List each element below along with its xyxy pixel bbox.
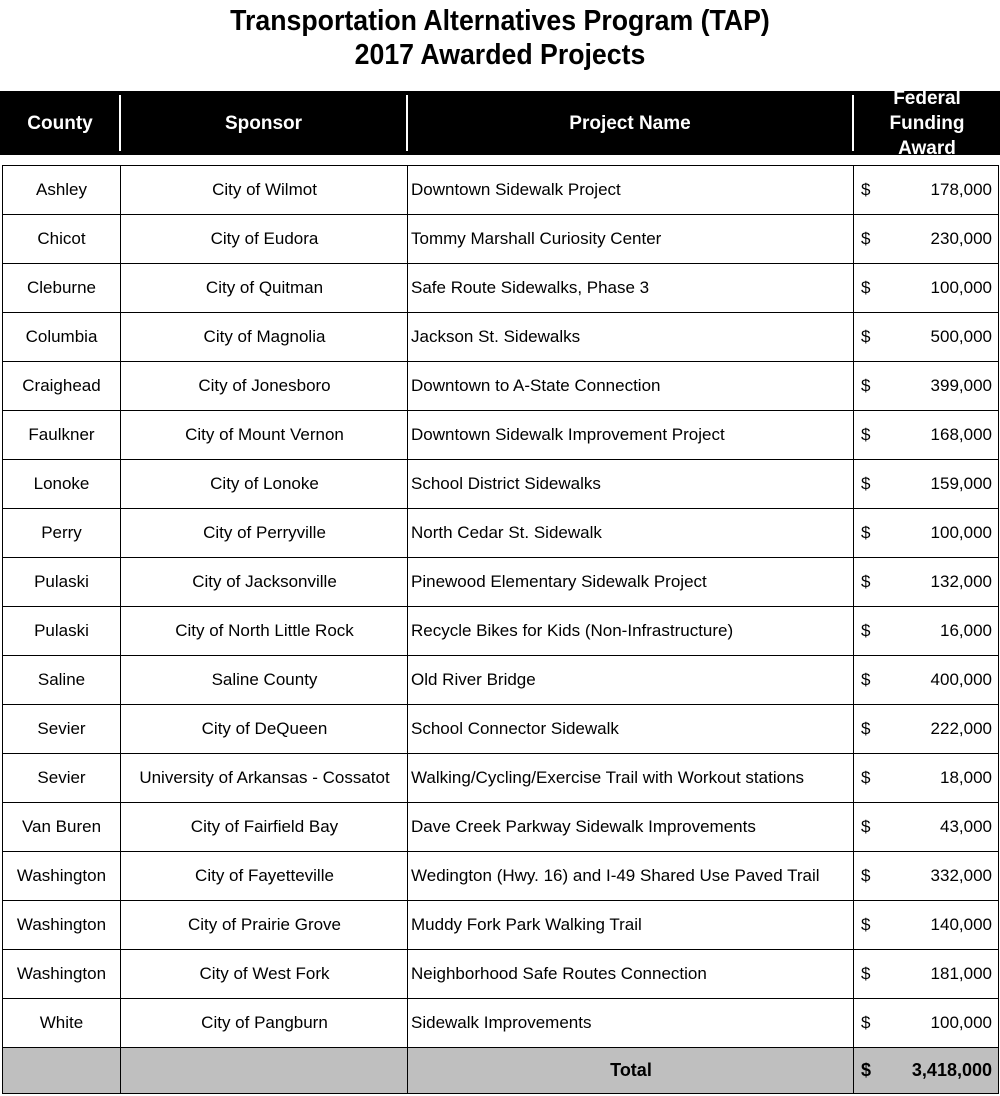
table-row — [3, 901, 998, 950]
award-amount-cell: 181,000 — [930, 964, 992, 983]
table-row — [3, 558, 998, 607]
table-row — [3, 264, 998, 313]
award-amount-cell: 100,000 — [930, 523, 992, 542]
currency-symbol: $ — [861, 278, 871, 297]
sponsor-cell: City of Wilmot — [212, 180, 317, 199]
award-amount-cell: 159,000 — [930, 474, 992, 493]
total-currency-symbol: $ — [861, 1060, 872, 1080]
project-name-cell: Safe Route Sidewalks, Phase 3 — [411, 278, 650, 297]
page-title — [40, 4, 960, 72]
currency-symbol: $ — [861, 425, 871, 444]
currency-symbol: $ — [861, 572, 871, 591]
project-name-cell: School District Sidewalks — [411, 474, 601, 493]
county-cell: Sevier — [37, 719, 86, 738]
sponsor-cell: City of Fairfield Bay — [190, 817, 339, 836]
award-amount-cell: 132,000 — [930, 572, 992, 591]
county-cell: Washington — [16, 866, 107, 885]
award-amount-cell: 222,000 — [930, 719, 992, 738]
table-row — [3, 705, 998, 754]
sponsor-cell: City of Magnolia — [203, 327, 326, 346]
currency-symbol: $ — [861, 523, 871, 542]
column-divider — [853, 166, 854, 1093]
sponsor-cell: City of North Little Rock — [175, 621, 354, 640]
currency-symbol: $ — [861, 964, 871, 983]
column-header-project: Project Name — [569, 112, 691, 134]
county-cell: Saline — [37, 670, 86, 689]
award-amount-cell: 332,000 — [930, 866, 992, 885]
total-amount: 3,418,000 — [911, 1060, 992, 1080]
currency-symbol: $ — [861, 376, 871, 395]
county-cell: Washington — [16, 915, 107, 934]
award-amount-cell: 100,000 — [930, 278, 992, 297]
award-amount-cell: 100,000 — [930, 1013, 992, 1032]
currency-symbol: $ — [861, 1013, 871, 1032]
currency-symbol: $ — [861, 866, 871, 885]
sponsor-cell: City of Quitman — [205, 278, 324, 297]
county-cell: Faulkner — [28, 425, 95, 444]
project-name-cell: Sidewalk Improvements — [411, 1013, 592, 1032]
sponsor-cell: City of Mount Vernon — [185, 425, 344, 444]
project-name-cell: Old River Bridge — [411, 670, 536, 689]
project-name-cell: Downtown Sidewalk Project — [411, 180, 621, 199]
county-cell: Pulaski — [34, 572, 89, 591]
table-row — [3, 999, 998, 1048]
award-amount-cell: 230,000 — [930, 229, 992, 248]
county-cell: Columbia — [25, 327, 98, 346]
award-amount-cell: 400,000 — [930, 670, 992, 689]
project-name-cell: Pinewood Elementary Sidewalk Project — [411, 572, 707, 591]
table-row — [3, 656, 998, 705]
project-name-cell: Downtown Sidewalk Improvement Project — [411, 425, 725, 444]
column-divider — [407, 166, 408, 1093]
currency-symbol: $ — [861, 474, 871, 493]
sponsor-cell: City of Eudora — [210, 229, 319, 248]
county-cell: Perry — [41, 523, 82, 542]
project-name-cell: North Cedar St. Sidewalk — [411, 523, 602, 542]
sponsor-cell: City of Perryville — [203, 523, 326, 542]
column-header-sponsor: Sponsor — [224, 112, 303, 134]
county-cell: Washington — [16, 964, 107, 983]
table-row — [3, 411, 998, 460]
table-row — [3, 362, 998, 411]
total-label: Total — [610, 1060, 652, 1080]
table-row — [3, 166, 998, 215]
sponsor-cell: City of Lonoke — [210, 474, 319, 493]
project-name-cell: Walking/Cycling/Exercise Trail with Workout stations — [411, 768, 805, 787]
sponsor-cell: City of Prairie Grove — [187, 915, 342, 934]
currency-symbol: $ — [861, 817, 871, 836]
sponsor-cell: City of DeQueen — [201, 719, 328, 738]
project-name-cell: Recycle Bikes for Kids (Non-Infrastructure) — [411, 621, 734, 640]
sponsor-cell: City of Jonesboro — [198, 376, 331, 395]
project-name-cell: Jackson St. Sidewalks — [411, 327, 581, 346]
currency-symbol: $ — [861, 915, 871, 934]
page-title-line-2: 2017 Awarded Projects — [354, 39, 646, 71]
table-row — [3, 852, 998, 901]
project-name-cell: Neighborhood Safe Routes Connection — [411, 964, 707, 983]
sponsor-cell: Saline County — [211, 670, 318, 689]
project-name-cell: Muddy Fork Park Walking Trail — [411, 915, 642, 934]
currency-symbol: $ — [861, 719, 871, 738]
currency-symbol: $ — [861, 180, 871, 199]
table-row — [3, 754, 998, 803]
county-cell: Craighead — [22, 376, 101, 395]
award-amount-cell: 16,000 — [940, 621, 992, 640]
table-row — [3, 313, 998, 362]
table-row — [3, 215, 998, 264]
county-cell: Lonoke — [33, 474, 90, 493]
column-header-county: County — [27, 112, 93, 134]
sponsor-cell: City of Fayetteville — [195, 866, 334, 885]
table-row — [3, 803, 998, 852]
project-name-cell: Tommy Marshall Curiosity Center — [411, 229, 662, 248]
award-amount-cell: 168,000 — [930, 425, 992, 444]
sponsor-cell: City of West Fork — [199, 964, 330, 983]
table-header — [0, 87, 1000, 159]
county-cell: Chicot — [37, 229, 86, 248]
sponsor-cell: City of Pangburn — [201, 1013, 328, 1032]
table-row — [3, 607, 998, 656]
table-row — [3, 509, 998, 558]
county-cell: Ashley — [35, 180, 88, 199]
award-amount-cell: 500,000 — [930, 327, 992, 346]
county-cell: White — [39, 1013, 84, 1032]
project-name-cell: Downtown to A-State Connection — [411, 376, 661, 395]
table-row — [3, 460, 998, 509]
award-amount-cell: 178,000 — [930, 180, 992, 199]
projects-table — [2, 165, 999, 1094]
currency-symbol: $ — [861, 621, 871, 640]
county-cell: Pulaski — [34, 621, 89, 640]
sponsor-cell: University of Arkansas - Cossatot — [139, 768, 390, 787]
county-cell: Van Buren — [21, 817, 102, 836]
county-cell: Cleburne — [27, 278, 96, 297]
sponsor-cell: City of Jacksonville — [192, 572, 337, 591]
award-amount-cell: 18,000 — [940, 768, 992, 787]
currency-symbol: $ — [861, 670, 871, 689]
column-header-award-line-2: Award — [898, 137, 956, 159]
currency-symbol: $ — [861, 229, 871, 248]
project-name-cell: Wedington (Hwy. 16) and I-49 Shared Use Paved Trail — [411, 866, 820, 885]
currency-symbol: $ — [861, 327, 871, 346]
award-amount-cell: 140,000 — [930, 915, 992, 934]
column-header-award — [854, 87, 1000, 159]
table-row — [3, 950, 998, 999]
column-divider — [120, 166, 121, 1093]
column-header-award-line-1: Federal Funding — [889, 87, 965, 134]
county-cell: Sevier — [37, 768, 86, 787]
award-amount-cell: 43,000 — [940, 817, 992, 836]
total-row — [3, 1048, 998, 1093]
page-title-line-1: Transportation Alternatives Program (TAP) — [230, 5, 770, 37]
project-name-cell: Dave Creek Parkway Sidewalk Improvements — [411, 817, 756, 836]
award-amount-cell: 399,000 — [930, 376, 992, 395]
project-name-cell: School Connector Sidewalk — [411, 719, 619, 738]
currency-symbol: $ — [861, 768, 871, 787]
